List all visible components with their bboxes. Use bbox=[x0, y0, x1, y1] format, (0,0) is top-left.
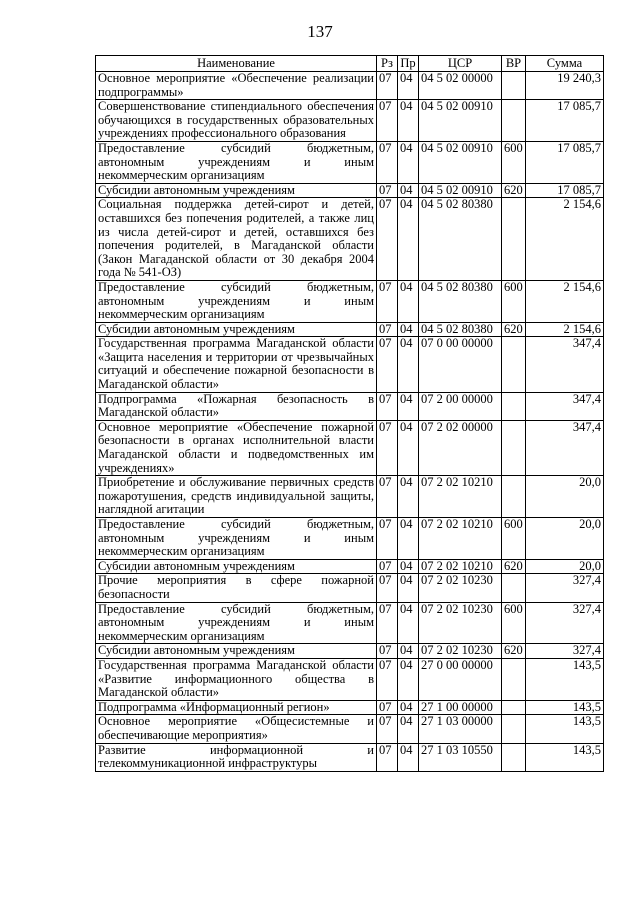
cell-name: Социальная поддержка детей-сирот и детей, оставшихся без попечения родителей, а также лиц из числа детей-сирот и детей, оставшихся без попечения родителей, в Магаданской области (Закон Магаданской области от 30 декабря 2004 года № 541-ОЗ) bbox=[96, 198, 377, 281]
cell-csr: 04 5 02 80380 bbox=[419, 322, 502, 337]
cell-pr: 04 bbox=[398, 280, 419, 322]
cell-csr: 07 2 02 10230 bbox=[419, 644, 502, 659]
page-number: 137 bbox=[307, 22, 333, 41]
cell-vr: 620 bbox=[502, 644, 526, 659]
cell-rz: 07 bbox=[377, 476, 398, 518]
cell-sum: 347,4 bbox=[526, 420, 604, 475]
cell-sum: 2 154,6 bbox=[526, 198, 604, 281]
cell-pr: 04 bbox=[398, 100, 419, 142]
cell-pr: 04 bbox=[398, 715, 419, 743]
cell-name: Субсидии автономным учреждениям bbox=[96, 644, 377, 659]
cell-pr: 04 bbox=[398, 392, 419, 420]
header-csr: ЦСР bbox=[419, 56, 502, 72]
cell-rz: 07 bbox=[377, 392, 398, 420]
cell-rz: 07 bbox=[377, 700, 398, 715]
cell-rz: 07 bbox=[377, 658, 398, 700]
table-row bbox=[96, 72, 604, 100]
table-row bbox=[96, 476, 604, 518]
cell-name: Приобретение и обслуживание первичных средств пожаротушения, средств индивидуальной защиты, наглядной агитации bbox=[96, 476, 377, 518]
cell-pr: 04 bbox=[398, 602, 419, 644]
cell-rz: 07 bbox=[377, 518, 398, 560]
cell-rz: 07 bbox=[377, 100, 398, 142]
cell-rz: 07 bbox=[377, 183, 398, 198]
cell-name: Предоставление субсидий бюджетным, автономным учреждениям и иным некоммерческим организациям bbox=[96, 280, 377, 322]
cell-vr: 620 bbox=[502, 559, 526, 574]
cell-vr: 620 bbox=[502, 322, 526, 337]
cell-csr: 27 1 03 00000 bbox=[419, 715, 502, 743]
cell-sum: 17 085,7 bbox=[526, 183, 604, 198]
cell-vr: 620 bbox=[502, 183, 526, 198]
cell-csr: 07 2 02 00000 bbox=[419, 420, 502, 475]
header-rz: Рз bbox=[377, 56, 398, 72]
cell-sum: 20,0 bbox=[526, 518, 604, 560]
cell-pr: 04 bbox=[398, 141, 419, 183]
cell-csr: 27 1 00 00000 bbox=[419, 700, 502, 715]
cell-sum: 143,5 bbox=[526, 715, 604, 743]
table-row bbox=[96, 602, 604, 644]
cell-csr: 27 0 00 00000 bbox=[419, 658, 502, 700]
cell-vr: 600 bbox=[502, 141, 526, 183]
table-body bbox=[96, 72, 604, 772]
cell-sum: 17 085,7 bbox=[526, 100, 604, 142]
cell-sum: 143,5 bbox=[526, 658, 604, 700]
table-row bbox=[96, 141, 604, 183]
cell-name: Предоставление субсидий бюджетным, автономным учреждениям и иным некоммерческим организациям bbox=[96, 141, 377, 183]
cell-vr bbox=[502, 715, 526, 743]
table-row bbox=[96, 322, 604, 337]
table-row bbox=[96, 392, 604, 420]
cell-vr: 600 bbox=[502, 602, 526, 644]
cell-sum: 20,0 bbox=[526, 559, 604, 574]
cell-vr bbox=[502, 574, 526, 602]
cell-rz: 07 bbox=[377, 574, 398, 602]
cell-rz: 07 bbox=[377, 337, 398, 392]
cell-name: Основное мероприятие «Обеспечение реализации подпрограммы» bbox=[96, 72, 377, 100]
cell-csr: 07 2 02 10230 bbox=[419, 574, 502, 602]
table-row bbox=[96, 658, 604, 700]
cell-pr: 04 bbox=[398, 518, 419, 560]
cell-rz: 07 bbox=[377, 715, 398, 743]
cell-name: Субсидии автономным учреждениям bbox=[96, 183, 377, 198]
cell-name: Совершенствование стипендиального обеспечения обучающихся в государственных образовательных учреждениях профессионального образования bbox=[96, 100, 377, 142]
cell-csr: 07 2 02 10210 bbox=[419, 559, 502, 574]
cell-sum: 327,4 bbox=[526, 602, 604, 644]
cell-vr bbox=[502, 700, 526, 715]
cell-pr: 04 bbox=[398, 420, 419, 475]
cell-sum: 143,5 bbox=[526, 700, 604, 715]
cell-pr: 04 bbox=[398, 644, 419, 659]
cell-name: Субсидии автономным учреждениям bbox=[96, 559, 377, 574]
cell-name: Предоставление субсидий бюджетным, автономным учреждениям и иным некоммерческим организациям bbox=[96, 602, 377, 644]
cell-rz: 07 bbox=[377, 559, 398, 574]
cell-pr: 04 bbox=[398, 322, 419, 337]
cell-rz: 07 bbox=[377, 420, 398, 475]
cell-sum: 143,5 bbox=[526, 743, 604, 771]
cell-rz: 07 bbox=[377, 72, 398, 100]
cell-name: Прочие мероприятия в сфере пожарной безопасности bbox=[96, 574, 377, 602]
header-name: Наименование bbox=[96, 56, 377, 72]
cell-pr: 04 bbox=[398, 72, 419, 100]
cell-csr: 04 5 02 80380 bbox=[419, 280, 502, 322]
cell-sum: 20,0 bbox=[526, 476, 604, 518]
cell-vr bbox=[502, 392, 526, 420]
cell-csr: 04 5 02 80380 bbox=[419, 198, 502, 281]
cell-csr: 07 2 00 00000 bbox=[419, 392, 502, 420]
table-row bbox=[96, 100, 604, 142]
cell-pr: 04 bbox=[398, 476, 419, 518]
table-row bbox=[96, 198, 604, 281]
cell-name: Развитие информационной и телекоммуникационной инфраструктуры bbox=[96, 743, 377, 771]
cell-rz: 07 bbox=[377, 743, 398, 771]
budget-table bbox=[95, 55, 604, 772]
cell-pr: 04 bbox=[398, 658, 419, 700]
table-row bbox=[96, 337, 604, 392]
cell-rz: 07 bbox=[377, 198, 398, 281]
table-row bbox=[96, 420, 604, 475]
table-row bbox=[96, 559, 604, 574]
cell-csr: 04 5 02 00910 bbox=[419, 100, 502, 142]
cell-csr: 27 1 03 10550 bbox=[419, 743, 502, 771]
table-row bbox=[96, 700, 604, 715]
cell-sum: 2 154,6 bbox=[526, 280, 604, 322]
cell-sum: 2 154,6 bbox=[526, 322, 604, 337]
cell-sum: 327,4 bbox=[526, 644, 604, 659]
cell-name: Государственная программа Магаданской области «Защита населения и территории от чрезвычайных ситуаций и обеспечение пожарной безопасности в Магаданской области» bbox=[96, 337, 377, 392]
cell-rz: 07 bbox=[377, 644, 398, 659]
cell-csr: 04 5 02 00000 bbox=[419, 72, 502, 100]
cell-sum: 19 240,3 bbox=[526, 72, 604, 100]
cell-sum: 347,4 bbox=[526, 337, 604, 392]
cell-vr bbox=[502, 337, 526, 392]
cell-vr bbox=[502, 658, 526, 700]
cell-rz: 07 bbox=[377, 602, 398, 644]
cell-vr bbox=[502, 72, 526, 100]
cell-sum: 347,4 bbox=[526, 392, 604, 420]
cell-vr: 600 bbox=[502, 280, 526, 322]
table-row bbox=[96, 574, 604, 602]
cell-name: Подпрограмма «Информационный регион» bbox=[96, 700, 377, 715]
cell-name: Основное мероприятие «Обеспечение пожарной безопасности в органах исполнительной власти Магаданской области и подведомственных им учреждениях» bbox=[96, 420, 377, 475]
cell-pr: 04 bbox=[398, 559, 419, 574]
cell-sum: 17 085,7 bbox=[526, 141, 604, 183]
header-sum: Сумма bbox=[526, 56, 604, 72]
cell-vr bbox=[502, 198, 526, 281]
header-vr: ВР bbox=[502, 56, 526, 72]
cell-rz: 07 bbox=[377, 280, 398, 322]
table-row bbox=[96, 644, 604, 659]
cell-csr: 07 0 00 00000 bbox=[419, 337, 502, 392]
table-row bbox=[96, 183, 604, 198]
cell-vr bbox=[502, 100, 526, 142]
table-row bbox=[96, 715, 604, 743]
header-pr: Пр bbox=[398, 56, 419, 72]
cell-vr: 600 bbox=[502, 518, 526, 560]
cell-name: Подпрограмма «Пожарная безопасность в Магаданской области» bbox=[96, 392, 377, 420]
cell-pr: 04 bbox=[398, 183, 419, 198]
cell-name: Государственная программа Магаданской области «Развитие информационного общества в Магаданской области» bbox=[96, 658, 377, 700]
cell-pr: 04 bbox=[398, 743, 419, 771]
cell-pr: 04 bbox=[398, 700, 419, 715]
cell-pr: 04 bbox=[398, 574, 419, 602]
cell-name: Основное мероприятие «Общесистемные и обеспечивающие мероприятия» bbox=[96, 715, 377, 743]
cell-csr: 07 2 02 10230 bbox=[419, 602, 502, 644]
cell-csr: 04 5 02 00910 bbox=[419, 183, 502, 198]
cell-vr bbox=[502, 420, 526, 475]
cell-vr bbox=[502, 476, 526, 518]
table-row bbox=[96, 280, 604, 322]
table-header-row bbox=[96, 56, 604, 72]
cell-rz: 07 bbox=[377, 322, 398, 337]
cell-name: Субсидии автономным учреждениям bbox=[96, 322, 377, 337]
cell-csr: 07 2 02 10210 bbox=[419, 518, 502, 560]
cell-csr: 07 2 02 10210 bbox=[419, 476, 502, 518]
cell-rz: 07 bbox=[377, 141, 398, 183]
cell-name: Предоставление субсидий бюджетным, автономным учреждениям и иным некоммерческим организациям bbox=[96, 518, 377, 560]
cell-csr: 04 5 02 00910 bbox=[419, 141, 502, 183]
cell-pr: 04 bbox=[398, 337, 419, 392]
table-row bbox=[96, 743, 604, 771]
table-row bbox=[96, 518, 604, 560]
cell-vr bbox=[502, 743, 526, 771]
cell-sum: 327,4 bbox=[526, 574, 604, 602]
cell-pr: 04 bbox=[398, 198, 419, 281]
